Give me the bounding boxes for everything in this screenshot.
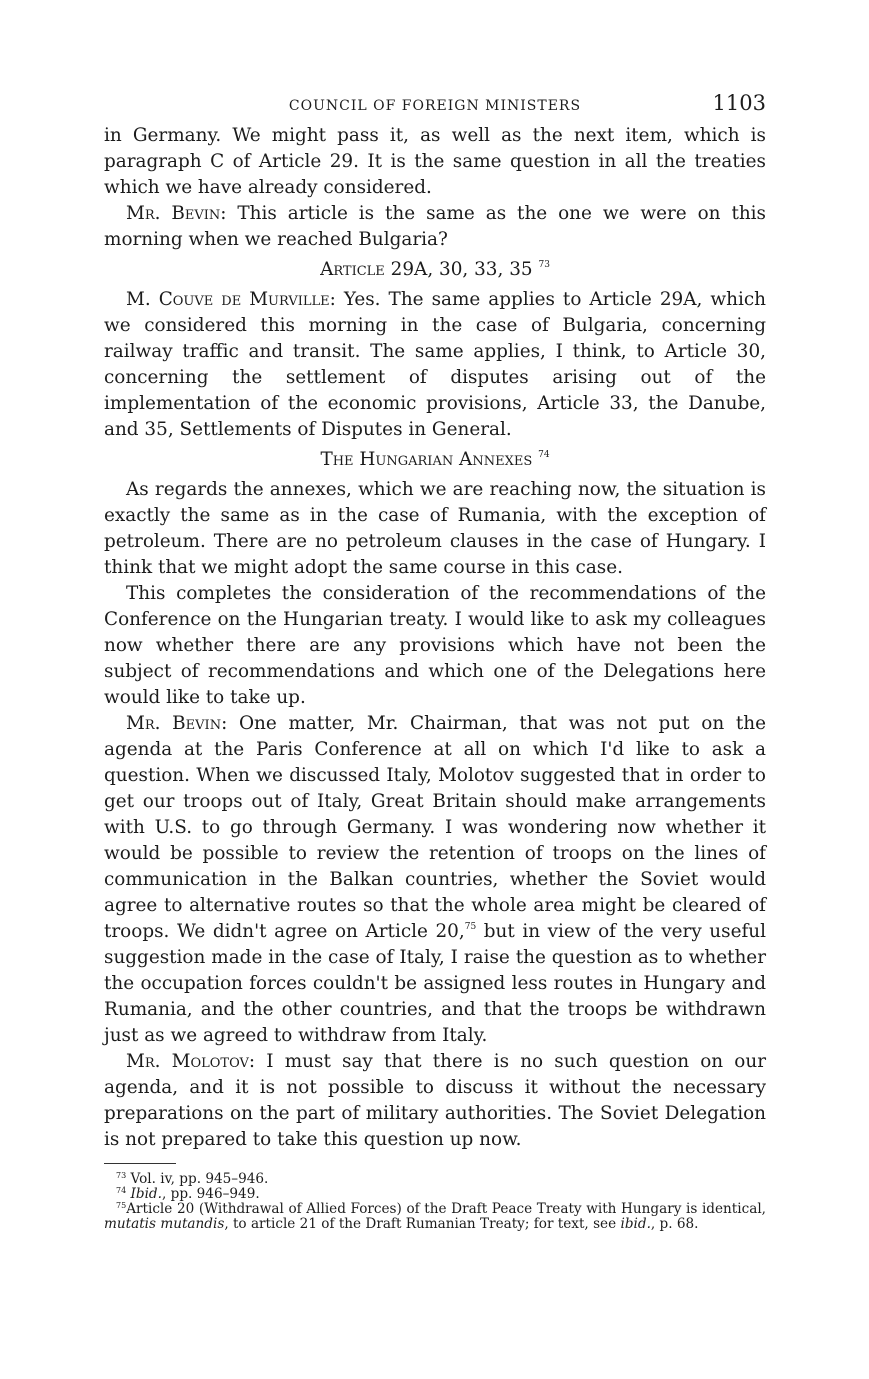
footnote-text: , pp. 946–949. (161, 1186, 260, 1202)
page-number: 1103 (712, 91, 766, 115)
paragraph-text: This completes the consideration of the recommendations of the Conference on the Hungarian treaty. I would like to ask my colleagues now whether there are any provisions which have not been the subject of recommendations and which one of the Delegations here would like to take up. (104, 583, 766, 708)
paragraph-text: : One matter, Mr. Chairman, that was not put on the agenda at the Paris Conference at all on which I'd like to ask a question. When we discussed Italy, Molotov suggested that in order to get our troops out of Italy, Great Britain should make arrangements with U.S. to go through Germany. I was wondering now whether it would be possible to review the retention of troops on the lines of communication in the Balkan countries, whether the Soviet would agree to alternative routes so that the whole area might be cleared of troops. We didn't agree on Article 20, (104, 713, 766, 942)
footnote-number: 73 (116, 1171, 127, 1180)
paragraph-text: : I must say that there is no such question on our agenda, and it is not possible to discuss it without the necessary preparations on the part of military authorities. The Soviet Delegation is not prepared to take this question up now. (104, 1051, 767, 1150)
footnote-text: Article 20 (Withdrawal of Allied Forces) of the Draft Peace Treaty with Hungary is identical, (126, 1201, 766, 1217)
footnote-73 (104, 1172, 766, 1187)
section-heading-annexes (104, 447, 766, 473)
speaker-name: Mr. Bevin (126, 713, 222, 734)
footnote-number: 74 (116, 1186, 127, 1195)
paragraph-molotov (104, 1049, 766, 1153)
footnote-text: Vol. iv, pp. 945–946. (126, 1171, 269, 1187)
speaker-name: Mr. Bevin (126, 203, 221, 224)
page (104, 88, 766, 1232)
paragraph-couve-de-murville (104, 287, 766, 443)
footnote-italic: Ibid. (130, 1186, 162, 1202)
paragraph-annexes (104, 477, 766, 581)
paragraph-bevin-question (104, 201, 766, 253)
speaker-name: Mr. Molotov (126, 1051, 249, 1072)
heading-text: Article 29A, 30, 33, 35 (320, 259, 533, 280)
footnote-text: , p. 68. (650, 1216, 699, 1232)
paragraph-text: As regards the annexes, which we are reaching now, the situation is exactly the same as in the case of Rumania, with the exception of petroleum. There are no petroleum clauses in the case of Hungary. I think that we might adopt the same course in this case. (104, 479, 766, 578)
footnote-74 (104, 1187, 766, 1202)
paragraph-text: : Yes. The same applies to Article 29A, which we considered this morning in the case of Bulgaria, concerning railway traffic and transit. The same applies, I think, to Article 30, concerning the settlement of disputes arising out of the implementation of the economic provisions, Article 33, the Danube, and 35, Settlements of Disputes in General. (104, 289, 766, 440)
paragraph-text: but in view of the very useful suggestion made in the case of Italy, I raise the question as to whether the occupation forces couldn't be assigned less routes in Hungary and Rumania, and the other countries, and that the troops be withdrawn just as we agreed to withdraw from Italy. (104, 921, 766, 1046)
paragraph-continuation (104, 123, 766, 201)
running-head-title: COUNCIL OF FOREIGN MINISTERS (288, 98, 582, 114)
section-heading-articles (104, 257, 766, 283)
running-head (104, 88, 766, 122)
speaker-name: Couve de Murville (158, 289, 330, 310)
paragraph-text: : This article is the same as the one we were on this morning when we reached Bulgaria? (104, 203, 766, 250)
paragraph-text: in Germany. We might pass it, as well as the next item, which is paragraph C of Article 29. It is the same question in all the treaties which we have already considered. (104, 125, 766, 198)
footnote-ref[interactable]: 74 (538, 450, 550, 460)
paragraph-completes (104, 581, 766, 711)
footnote-text: , to article 21 of the Draft Rumanian Treaty; for text, see (224, 1216, 621, 1232)
body-text (104, 123, 766, 1153)
footnote-ref[interactable]: 73 (538, 260, 550, 270)
footnotes (104, 1172, 766, 1232)
paragraph-bevin-matter (104, 711, 766, 1049)
footnote-italic: ibid. (620, 1216, 651, 1232)
speaker-prefix: M. (126, 289, 159, 310)
heading-text: The Hungarian Annexes (320, 449, 533, 470)
footnote-ref[interactable]: 75 (464, 922, 477, 932)
footnote-number: 75 (116, 1201, 127, 1210)
footnote-75 (104, 1202, 766, 1232)
footnote-italic: mutatis mutandis (104, 1216, 225, 1232)
footnote-divider (104, 1163, 176, 1164)
